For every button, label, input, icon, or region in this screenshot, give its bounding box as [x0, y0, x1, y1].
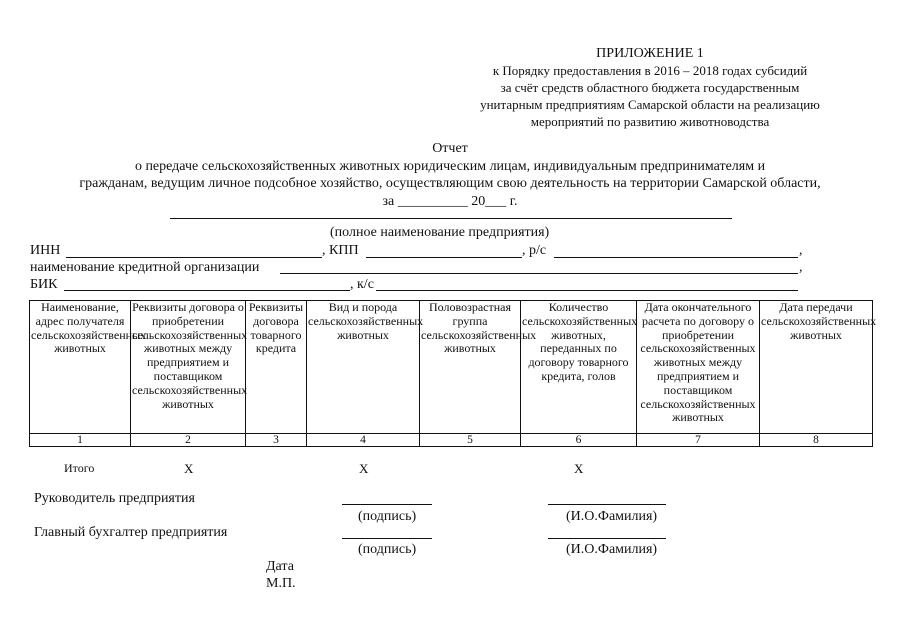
col-number: 1 — [30, 434, 131, 447]
enterprise-name-line[interactable] — [170, 218, 732, 219]
bik-label: БИК — [30, 277, 58, 292]
name-caption: (И.О.Фамилия) — [566, 509, 658, 524]
transfer-table — [29, 300, 877, 447]
report-subtitle: гражданам, ведущим личное подсобное хозяйство, осуществляющим свою деятельность на территории Самарской области, — [79, 176, 821, 191]
appendix-line: к Порядку предоставления в 2016 – 2018 годах субсидий — [492, 63, 808, 78]
kpp-field[interactable] — [366, 257, 522, 258]
inn-field[interactable] — [66, 257, 322, 258]
col-number: 4 — [307, 434, 420, 447]
col-header-quantity: Количество сельскохозяйственных животных, переданных по договору товарного кредита, голов — [521, 301, 637, 434]
col-header-age-group: Половозрастная группа сельскохозяйственных животных — [420, 301, 521, 434]
name-caption: (И.О.Фамилия) — [566, 542, 658, 557]
col-number: 2 — [131, 434, 246, 447]
accountant-signature-field[interactable] — [342, 538, 432, 539]
inn-label: ИНН — [30, 243, 61, 258]
appendix-line: за счёт средств областного бюджета государственным — [500, 80, 800, 95]
report-subtitle: о передаче сельскохозяйственных животных юридическим лицам, индивидуальным предпринимателям и — [134, 158, 766, 174]
rs-label: , р/с — [522, 243, 547, 258]
col-number: 8 — [760, 434, 873, 447]
col-header-transfer-date: Дата передачи сельскохозяйственных животных — [760, 301, 873, 434]
enterprise-caption: (полное наименование предприятия) — [330, 225, 550, 240]
bik-field[interactable] — [64, 290, 350, 291]
accountant-name-field[interactable] — [548, 538, 666, 539]
report-title: Отчет — [432, 141, 468, 156]
bank-label: наименование кредитной организации — [30, 260, 260, 275]
table-header-row — [30, 301, 873, 434]
date-label: Дата — [266, 559, 294, 574]
report-title-block — [20, 140, 880, 210]
col-header-settlement-date: Дата окончательного расчета по договору о приобретении сельскохозяйственных животных между предприятием и поставщиком сельскохозяйственных животных — [637, 301, 760, 434]
accountant-signatory-label: Главный бухгалтер предприятия — [34, 525, 228, 540]
col-number: 7 — [637, 434, 760, 447]
totals-mark: Х — [184, 461, 194, 476]
col-number: 3 — [246, 434, 307, 447]
head-name-field[interactable] — [548, 504, 666, 505]
signature-caption: (подпись) — [358, 542, 417, 557]
comma: , — [799, 243, 803, 258]
col-number: 5 — [420, 434, 521, 447]
totals-mark: Х — [359, 461, 369, 476]
signature-caption: (подпись) — [358, 509, 417, 524]
ks-label: , к/с — [350, 277, 374, 292]
report-period: за __________ 20___ г. — [382, 193, 518, 209]
appendix-line: унитарным предприятиям Самарской области на реализацию — [480, 97, 820, 112]
col-header-recipient: Наименование, адрес получателя сельскохозяйственных животных — [30, 301, 131, 434]
stamp-label: М.П. — [266, 576, 296, 591]
appendix-line: мероприятий по развитию животноводства — [530, 114, 770, 129]
rs-field[interactable] — [554, 257, 798, 258]
totals-mark: Х — [574, 461, 584, 476]
table-number-row — [30, 434, 873, 447]
head-signatory-label: Руководитель предприятия — [34, 491, 195, 506]
kpp-label: , КПП — [322, 243, 359, 258]
appendix-block — [440, 45, 860, 130]
col-header-credit-contract: Реквизиты договора товарного кредита — [246, 301, 307, 434]
col-header-breed: Вид и порода сельскохозяйственных животных — [307, 301, 420, 434]
bank-field[interactable] — [280, 273, 798, 274]
totals-label: Итого — [64, 461, 95, 475]
ks-field[interactable] — [376, 290, 798, 291]
head-signature-field[interactable] — [342, 504, 432, 505]
col-number: 6 — [521, 434, 637, 447]
appendix-heading: ПРИЛОЖЕНИЕ 1 — [596, 46, 704, 61]
col-header-purchase-contract: Реквизиты договора о приобретении сельскохозяйственных животных между предприятием и поставщиком сельскохозяйственных животных — [131, 301, 246, 434]
comma: , — [799, 260, 803, 275]
